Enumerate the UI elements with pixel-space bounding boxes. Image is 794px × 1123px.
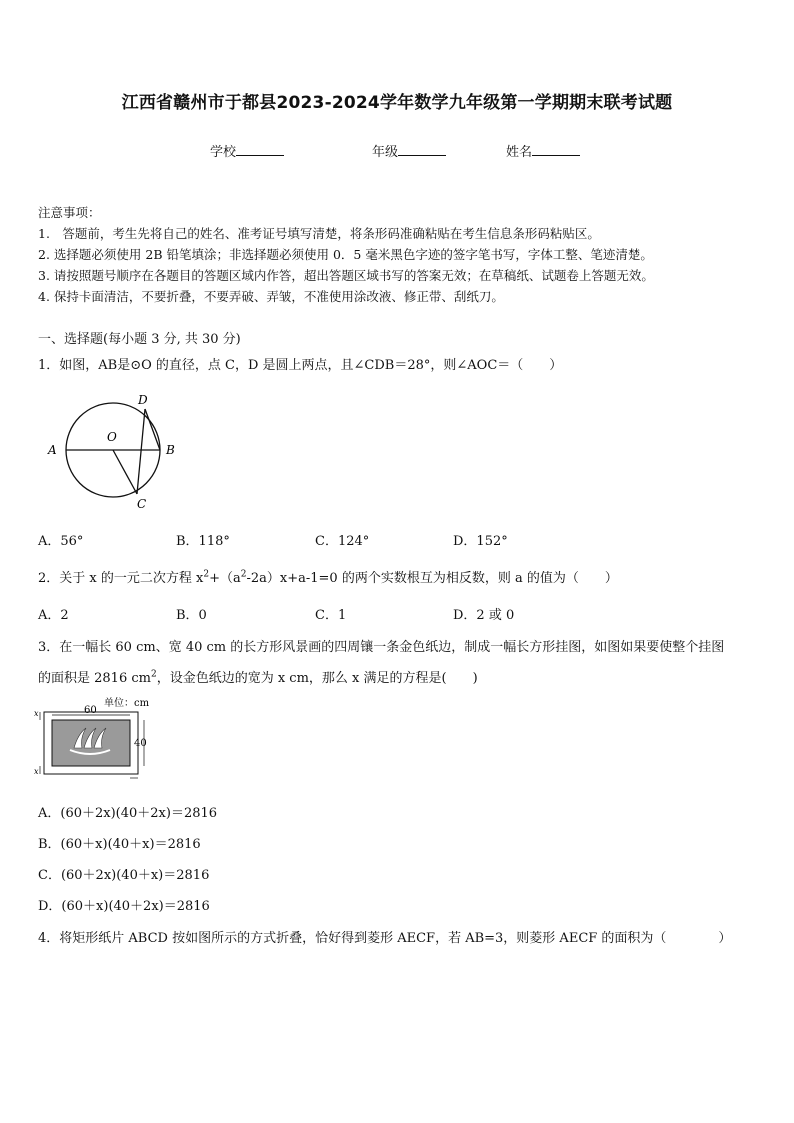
q2-sup: 2 — [240, 569, 247, 580]
option-d[interactable]: D．152° — [453, 534, 508, 549]
option-b[interactable]: B．(60＋x)(40＋x)＝2816 — [38, 837, 201, 852]
width-label: 60 — [84, 705, 97, 716]
question-4-text: 4．将矩形纸片 ABCD 按如图所示的方式折叠，恰好得到菱形 AECF，若 AB=3，则菱形 AECF 的面积为（ ） — [38, 931, 732, 946]
grade-label: 年级 — [372, 145, 399, 160]
name-label: 姓名 — [506, 145, 533, 160]
question-3-line-1: 3．在一幅长 60 cm、宽 40 cm 的长方形风景画的四周镶一条金色纸边，制成一幅长方形挂图，如图如果要使整个挂图 — [38, 640, 725, 655]
unit-label: 单位：cm — [104, 698, 150, 709]
q3-sup: 2 — [150, 669, 157, 680]
name-blank[interactable] — [532, 143, 580, 156]
x-label: x — [34, 709, 39, 718]
frame-figure — [34, 694, 164, 786]
school-label: 学校 — [210, 145, 237, 160]
circle-figure — [40, 388, 190, 512]
label-c: C — [137, 497, 147, 511]
x-label: x — [34, 767, 39, 776]
option-c[interactable]: C．124° — [315, 534, 370, 549]
note-item: 2. 选择题必须使用 2B 铅笔填涂；非选择题必须使用 0．5 毫米黑色字迹的签字笔书写，字体工整、笔迹清楚。 — [38, 247, 653, 262]
option-d[interactable]: D．2 或 0 — [453, 608, 515, 623]
label-d: D — [138, 393, 148, 407]
page-title: 江西省赣州市于都县2023-2024学年数学九年级第一学期期末联考试题 — [121, 93, 673, 113]
label-a: A — [48, 443, 57, 457]
option-b[interactable]: B．118° — [176, 534, 230, 549]
option-b[interactable]: B．0 — [176, 608, 207, 623]
grade-blank[interactable] — [398, 143, 446, 156]
q2-sup: 2 — [203, 569, 210, 580]
option-a[interactable]: A．56° — [38, 534, 84, 549]
grade-field[interactable] — [372, 141, 446, 160]
q2-part: 2．关于 x 的一元二次方程 x — [38, 571, 204, 586]
school-blank[interactable] — [236, 143, 284, 156]
note-item: 4. 保持卡面清洁，不要折叠，不要弄破、弄皱，不准使用涂改液、修正带、刮纸刀。 — [38, 289, 504, 304]
notes-heading: 注意事项： — [38, 205, 101, 220]
q2-part: +（a — [209, 571, 241, 586]
q2-part: -2a）x+a-1=0 的两个实数根互为相反数，则 a 的值为（ ） — [246, 571, 618, 586]
option-d[interactable]: D．(60＋x)(40＋2x)＝2816 — [38, 899, 210, 914]
question-2-text — [38, 567, 618, 586]
option-a[interactable]: A．2 — [38, 608, 69, 623]
height-label: 40 — [134, 738, 147, 749]
question-1-text: 1．如图，AB是⊙O 的直径，点 C，D 是圆上两点，且∠CDB＝28°，则∠AOC＝（ ） — [38, 358, 563, 373]
note-item: 1. 答题前，考生先将自己的姓名、准考证号填写清楚，将条形码准确粘贴在考生信息条形码粘贴区。 — [38, 226, 600, 241]
name-field[interactable] — [506, 141, 580, 160]
option-c[interactable]: C．(60＋2x)(40＋x)＝2816 — [38, 868, 210, 883]
label-b: B — [166, 443, 175, 457]
q3-part: ，设金色纸边的宽为 x cm，那么 x 满足的方程是( ) — [156, 671, 478, 686]
note-item: 3. 请按照题号顺序在各题目的答题区域内作答，超出答题区域书写的答案无效；在草稿纸、试题卷上答题无效。 — [38, 268, 654, 283]
q3-part: 的面积是 2816 cm — [38, 671, 151, 686]
option-a[interactable]: A．(60＋2x)(40＋2x)＝2816 — [38, 806, 218, 821]
school-field[interactable] — [210, 141, 284, 160]
label-o: O — [107, 430, 117, 444]
question-3-line-2 — [38, 667, 478, 686]
option-c[interactable]: C．1 — [315, 608, 347, 623]
section-heading: 一、选择题(每小题 3 分, 共 30 分) — [38, 332, 241, 347]
